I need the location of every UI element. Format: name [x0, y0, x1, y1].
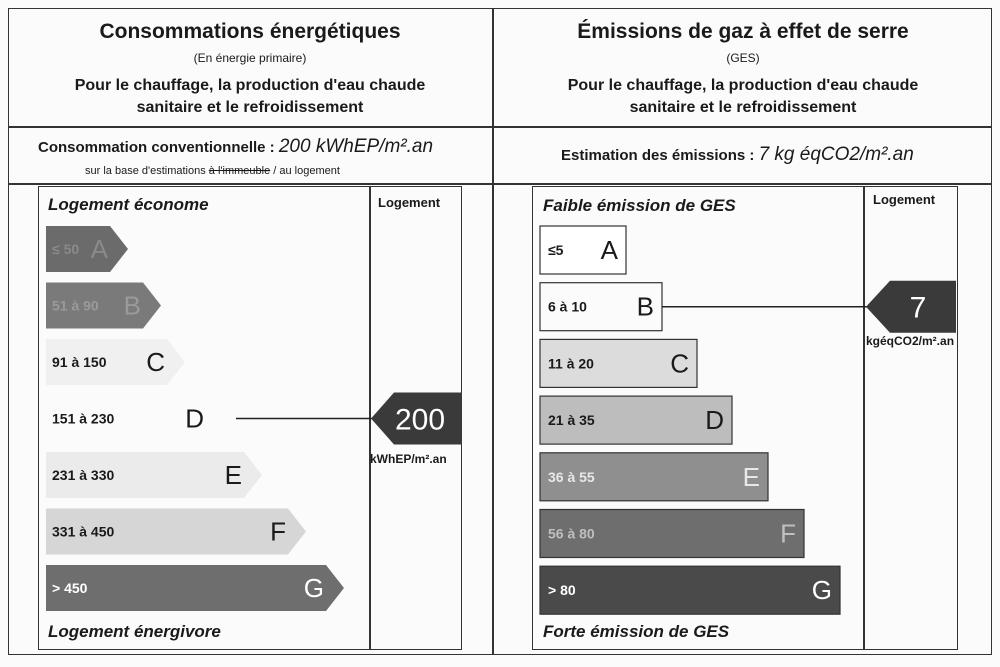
ges-bar-letter: A [600, 235, 618, 265]
ges-bar-g [540, 566, 840, 614]
energy-bar-range: 151 à 230 [52, 410, 115, 427]
energy-consumption-label: Consommation conventionnelle : [38, 139, 279, 156]
ges-title: Émissions de gaz à effet de serre [577, 20, 909, 43]
ges-marker-unit: kgéqCO2/m².an [866, 334, 955, 348]
energy-bottom-label: Logement énergivore [48, 622, 221, 641]
energy-bar-letter: A [90, 234, 108, 264]
energy-bar-letter: E [224, 460, 242, 490]
ges-desc-line2: sanitaire et le refroidissement [629, 99, 857, 116]
energy-bar-range: > 450 [52, 580, 88, 596]
ges-column-header: Logement [873, 192, 936, 207]
energy-basis-struck: à l'immeuble [208, 165, 271, 177]
ges-bar-range: > 80 [548, 582, 576, 599]
energy-bar-letter: C [146, 347, 165, 377]
ges-bar-range: ≤5 [548, 242, 564, 258]
energy-bar-range: 91 à 150 [52, 354, 107, 370]
ges-bar-range: 56 à 80 [548, 525, 595, 542]
ges-bar-letter: B [636, 291, 654, 322]
energy-bar-range: 231 à 330 [52, 467, 115, 483]
energy-bar-letter: B [123, 290, 141, 321]
energy-desc-line1: Pour le chauffage, la production d'eau chaude [74, 77, 426, 94]
energy-bar-letter: G [303, 573, 324, 603]
ges-emissions-value: 7 kg éqCO2/m².an [758, 144, 914, 165]
energy-desc-line2: sanitaire et le refroidissement [136, 99, 364, 116]
ges-bar-letter: F [780, 518, 796, 549]
ges-marker-value: 7 [909, 291, 927, 325]
ges-emissions-label: Estimation des émissions : [561, 147, 759, 164]
energy-marker-unit: kWhEP/m².an [370, 452, 447, 466]
energy-bar-letter: D [185, 403, 204, 434]
energy-column-header: Logement [378, 195, 441, 210]
energy-consumption-value: 200 kWhEP/m².an [278, 136, 434, 157]
ges-bar-range: 11 à 20 [548, 355, 594, 372]
energy-basis-suffix: / au logement [270, 165, 340, 177]
ges-bottom-label: Forte émission de GES [543, 622, 730, 641]
ges-top-label: Faible émission de GES [543, 196, 736, 215]
ges-bar-range: 6 à 10 [548, 298, 587, 315]
ges-desc-line1: Pour le chauffage, la production d'eau chaude [567, 77, 919, 94]
energy-top-label: Logement économe [48, 195, 209, 214]
energy-bar-letter: F [270, 516, 286, 547]
ges-bar-letter: G [811, 575, 832, 606]
energy-title: Consommations énergétiques [99, 20, 401, 43]
energy-basis-prefix: sur la base d'estimations [85, 165, 209, 177]
ges-bar-letter: C [670, 348, 689, 379]
energy-bar-range: 51 à 90 [52, 297, 99, 314]
ges-bar-letter: D [705, 405, 724, 436]
ges-bar-range: 21 à 35 [548, 412, 595, 429]
energy-bar-range: ≤ 50 [52, 241, 80, 257]
ges-subtitle: (GES) [726, 51, 760, 65]
energy-subtitle: (En énergie primaire) [193, 51, 307, 65]
ges-bar-letter: E [742, 461, 760, 492]
energy-bar-range: 331 à 450 [52, 523, 115, 540]
ges-bar-range: 36 à 55 [548, 468, 595, 485]
energy-marker-value: 200 [394, 403, 446, 437]
